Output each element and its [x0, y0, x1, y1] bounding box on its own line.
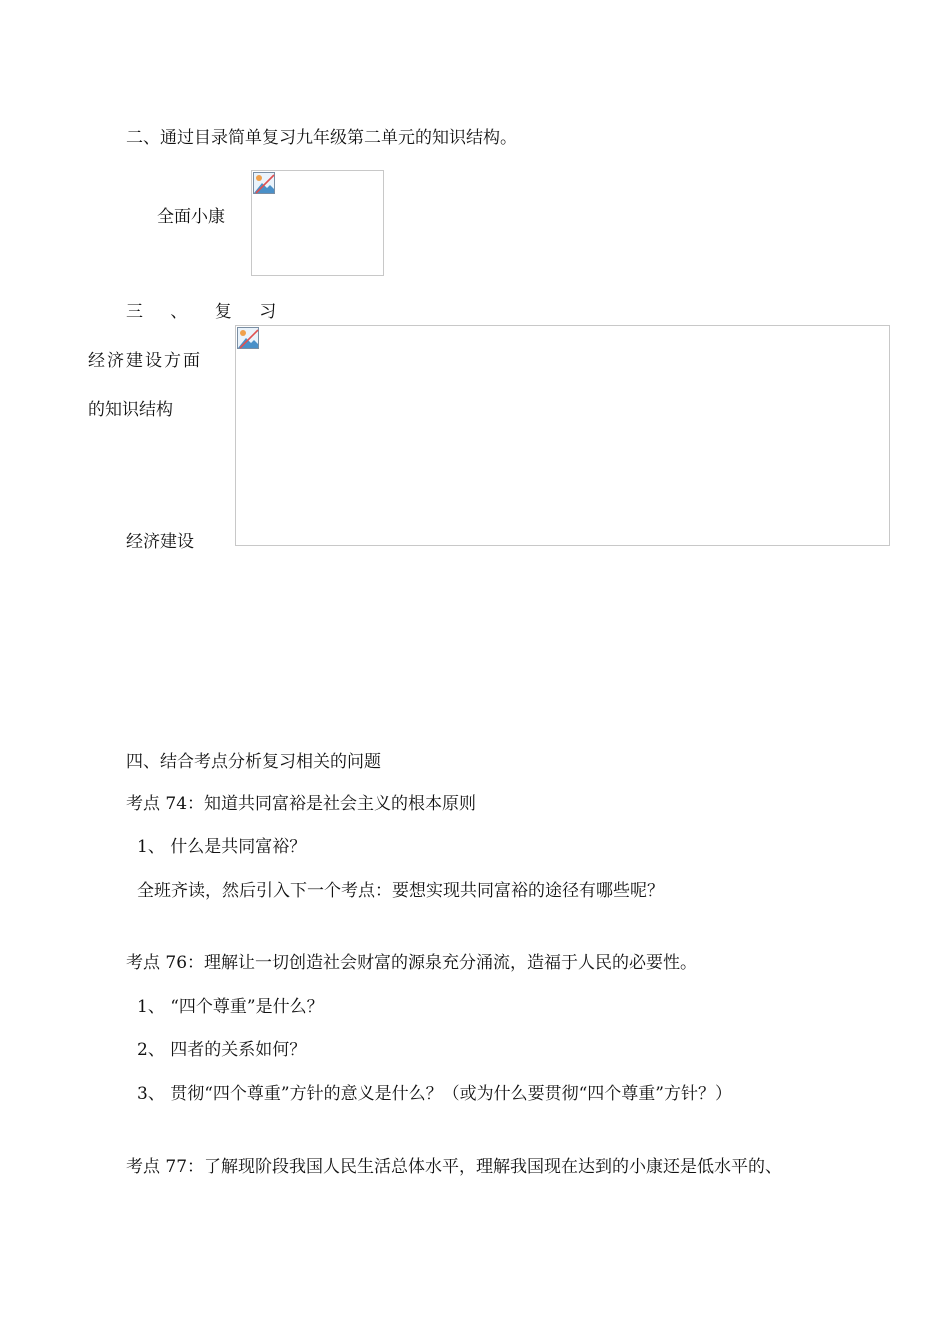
section2-heading: 二、通过目录简单复习九年级第二单元的知识结构。	[126, 128, 517, 148]
point76-question-3: 3、 贯彻“四个尊重”方针的意义是什么？（或为什么要贯彻“四个尊重”方针？）	[137, 1084, 732, 1104]
section4-heading: 四、结合考点分析复习相关的问题	[126, 752, 381, 772]
point74-title: 考点 74：知道共同富裕是社会主义的根本原则	[126, 794, 477, 814]
section2-label: 全面小康	[157, 207, 225, 227]
point76-question-2: 2、 四者的关系如何？	[137, 1040, 307, 1060]
section3-image-placeholder	[235, 325, 890, 546]
point76-title: 考点 76：理解让一切创造社会财富的源泉充分涌流，造福于人民的必要性。	[126, 953, 698, 973]
section3-title-line2: 经济建设方面	[88, 351, 202, 371]
point74-note: 全班齐读，然后引入下一个考点：要想实现共同富裕的途径有哪些呢？	[137, 881, 664, 901]
point74-question-1: 1、 什么是共同富裕？	[137, 837, 307, 857]
point77-title: 考点 77：了解现阶段我国人民生活总体水平，理解我国现在达到的小康还是低水平的、	[126, 1157, 783, 1177]
section3-label: 经济建设	[126, 532, 194, 552]
section3-title-line3: 的知识结构	[88, 400, 173, 420]
point76-question-1: 1、 “四个尊重”是什么？	[137, 997, 324, 1017]
broken-image-icon	[237, 327, 259, 349]
section2-image-placeholder	[251, 170, 384, 276]
broken-image-icon	[253, 172, 275, 194]
section3-title-line1: 三 、 复 习	[126, 302, 288, 322]
